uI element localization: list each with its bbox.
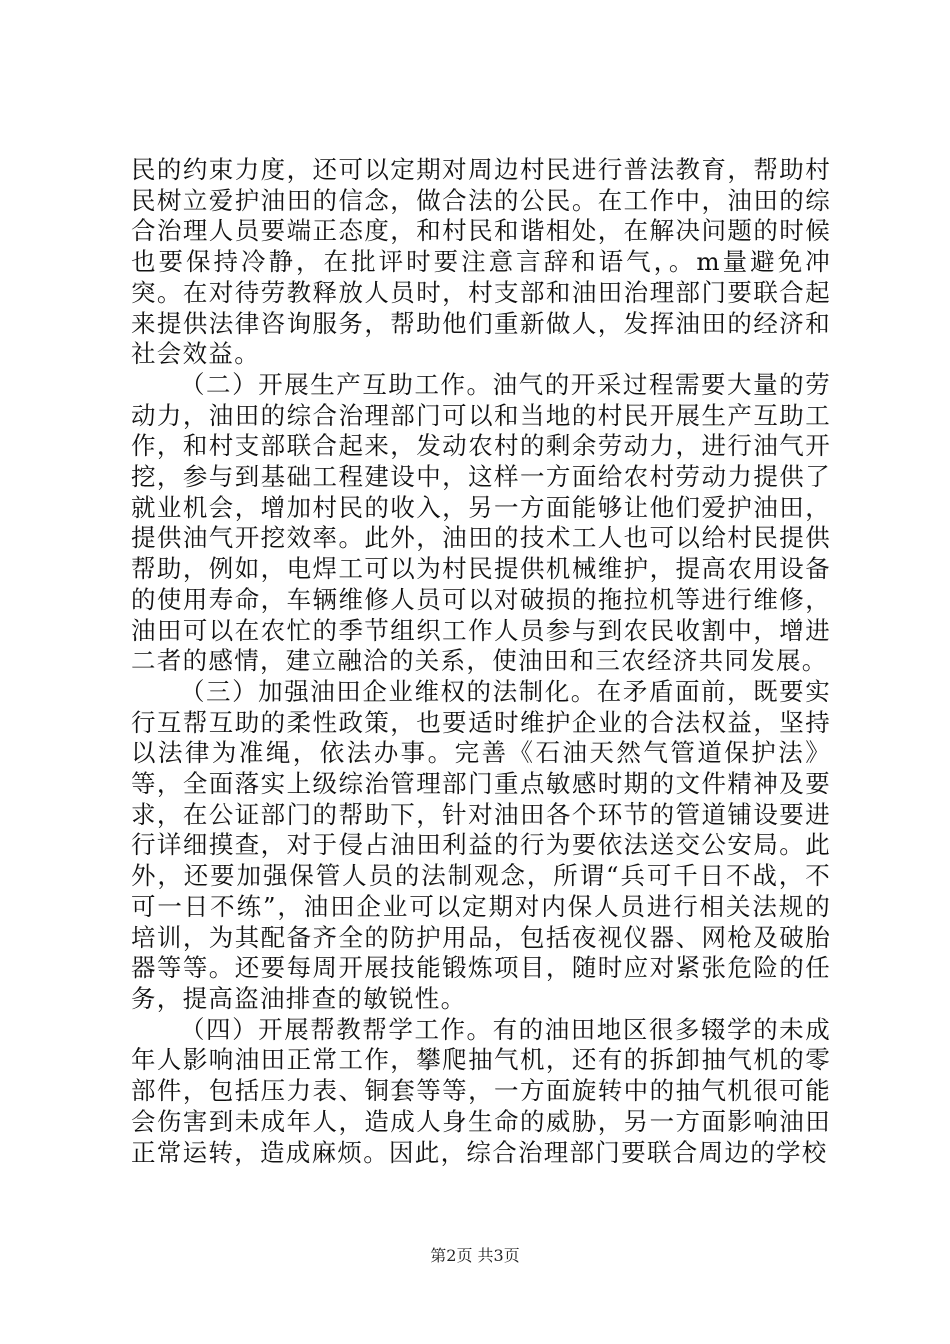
paragraph-section-four: （四）开展帮教帮学工作。有的油田地区很多辍学的未成年人影响油田正常工作，攀爬抽气机，还有的拆卸抽气机的零部件，包括压力表、铜套等等，一方面旋转中的抽气机很可能会伤害到未成年人，造成人身生命的威胁，另一方面影响油田正常运转，造成麻烦。因此，综合治理部门要联合周边的学校: [131, 1014, 831, 1167]
page-footer: 第2页 共3页: [430, 1246, 520, 1265]
paragraph-section-two: （二）开展生产互助工作。油气的开采过程需要大量的劳动力，油田的综合治理部门可以和当地的村民开展生产互助工作，和村支部联合起来，发动农村的剩余劳动力，进行油气开挖，参与到基础工程建设中，这样一方面给农村劳动力提供了就业机会，增加村民的收入，另一方面能够让他们爱护油田，提供油气开挖效率。此外，油田的技术工人也可以给村民提供帮助，例如，电焊工可以为村民提供机械维护，提高农用设备的使用寿命，车辆维修人员可以对破损的拖拉机等进行维修，油田可以在农忙的季节组织工作人员参与到农民收割中，增进二者的感情，建立融洽的关系，使油田和三农经济共同发展。: [131, 369, 831, 676]
paragraph-section-three: （三）加强油田企业维权的法制化。在矛盾面前，既要实行互帮互助的柔性政策，也要适时维护企业的合法权益，坚持以法律为准绳，依法办事。完善《石油天然气管道保护法》等，全面落实上级综治管理部门重点敏感时期的文件精神及要求，在公证部门的帮助下，针对油田各个环节的管道铺设要进行详细摸查，对于侵占油田利益的行为要依法送交公安局。此外，还要加强保管人员的法制观念，所谓“兵可千日不战，不可一日不练”，油田企业可以定期对内保人员进行相关法规的培训，为其配备齐全的防护用品，包括夜视仪器、网枪及破胎器等等。还要每周开展技能锻炼项目，随时应对紧张危险的任务，提高盗油排查的敏锐性。: [131, 676, 831, 1013]
document-body: [131, 155, 831, 1168]
paragraph-continuation: 民的约束力度，还可以定期对周边村民进行普法教育，帮助村民树立爱护油田的信念，做合法的公民。在工作中，油田的综合治理人员要端正态度，和村民和谐相处，在解决问题的时候也要保持冷静，在批评时要注意言辞和语气，。m量避免冲突。在对待劳教释放人员时，村支部和油田治理部门要联合起来提供法律咨询服务，帮助他们重新做人，发挥油田的经济和社会效益。: [131, 155, 831, 369]
